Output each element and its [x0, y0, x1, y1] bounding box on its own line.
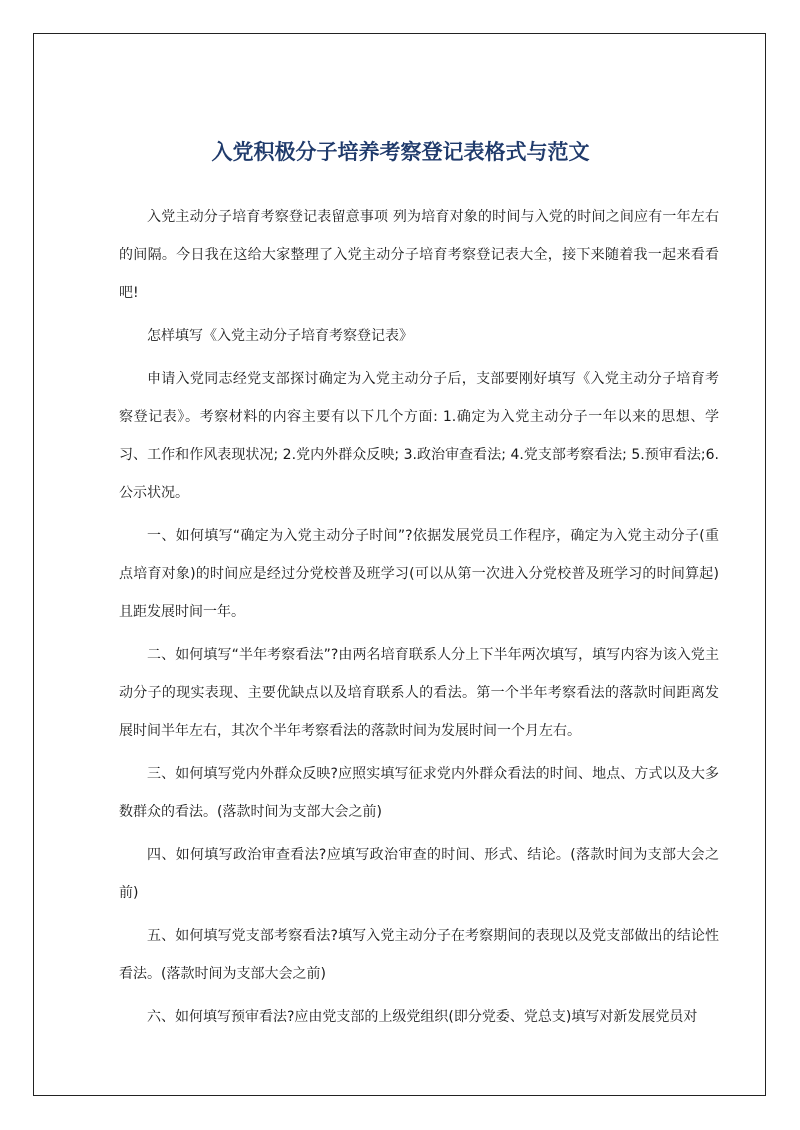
paragraph-item-5: 五、如何填写党支部考察看法?填写入党主动分子在考察期间的表现以及党支部做出的结论性看法。(落款时间为支部大会之前)	[119, 928, 719, 982]
paragraph-item-4: 四、如何填写政治审查看法?应填写政治审查的时间、形式、结论。(落款时间为支部大会之前)	[119, 847, 719, 901]
paragraph-intro: 入党主动分子培育考察登记表留意事项 列为培育对象的时间与入党的时间之间应有一年左右的间隔。今日我在这给大家整理了入党主动分子培育考察登记表大全，接下来随着我一起来看看吧!	[119, 209, 719, 301]
paragraph-item-2: 二、如何填写“半年考察看法”?由两名培育联系人分上下半年两次填写，填写内容为该入党主动分子的现实表现、主要优缺点以及培育联系人的看法。第一个半年考察看法的落款时间距离发展时间半年左右，其次个半年考察看法的落款时间为发展时间一个月左右。	[119, 647, 719, 739]
paragraph-item-1: 一、如何填写“确定为入党主动分子时间”?依据发展党员工作程序，确定为入党主动分子(重点培育对象)的时间应是经过分党校普及班学习(可以从第一次进入分党校普及班学习的时间算起)且距发展时间一年。	[119, 528, 719, 620]
paragraph-materials: 申请入党同志经党支部探讨确定为入党主动分子后，支部要刚好填写《入党主动分子培育考察登记表》。考察材料的内容主要有以下几个方面: 1.确定为入党主动分子一年以来的思想、学习、工作和作风表现状况; 2.党内外群众反映; 3.政治审查看法; 4.党支部考察看法; 5.预审看法;6.公示状况。	[119, 371, 719, 501]
paragraph-item-3: 三、如何填写党内外群众反映?应照实填写征求党内外群众看法的时间、地点、方式以及大多数群众的看法。(落款时间为支部大会之前)	[119, 766, 719, 820]
document-title: 入党积极分子培养考察登记表格式与范文	[211, 140, 590, 164]
paragraph-item-6: 六、如何填写预审看法?应由党支部的上级党组织(即分党委、党总支)填写对新发展党员对	[147, 1009, 698, 1025]
document-page	[33, 33, 766, 1096]
paragraph-how-to-fill-heading: 怎样填写《入党主动分子培育考察登记表》	[147, 328, 413, 344]
document-body	[119, 198, 719, 1041]
